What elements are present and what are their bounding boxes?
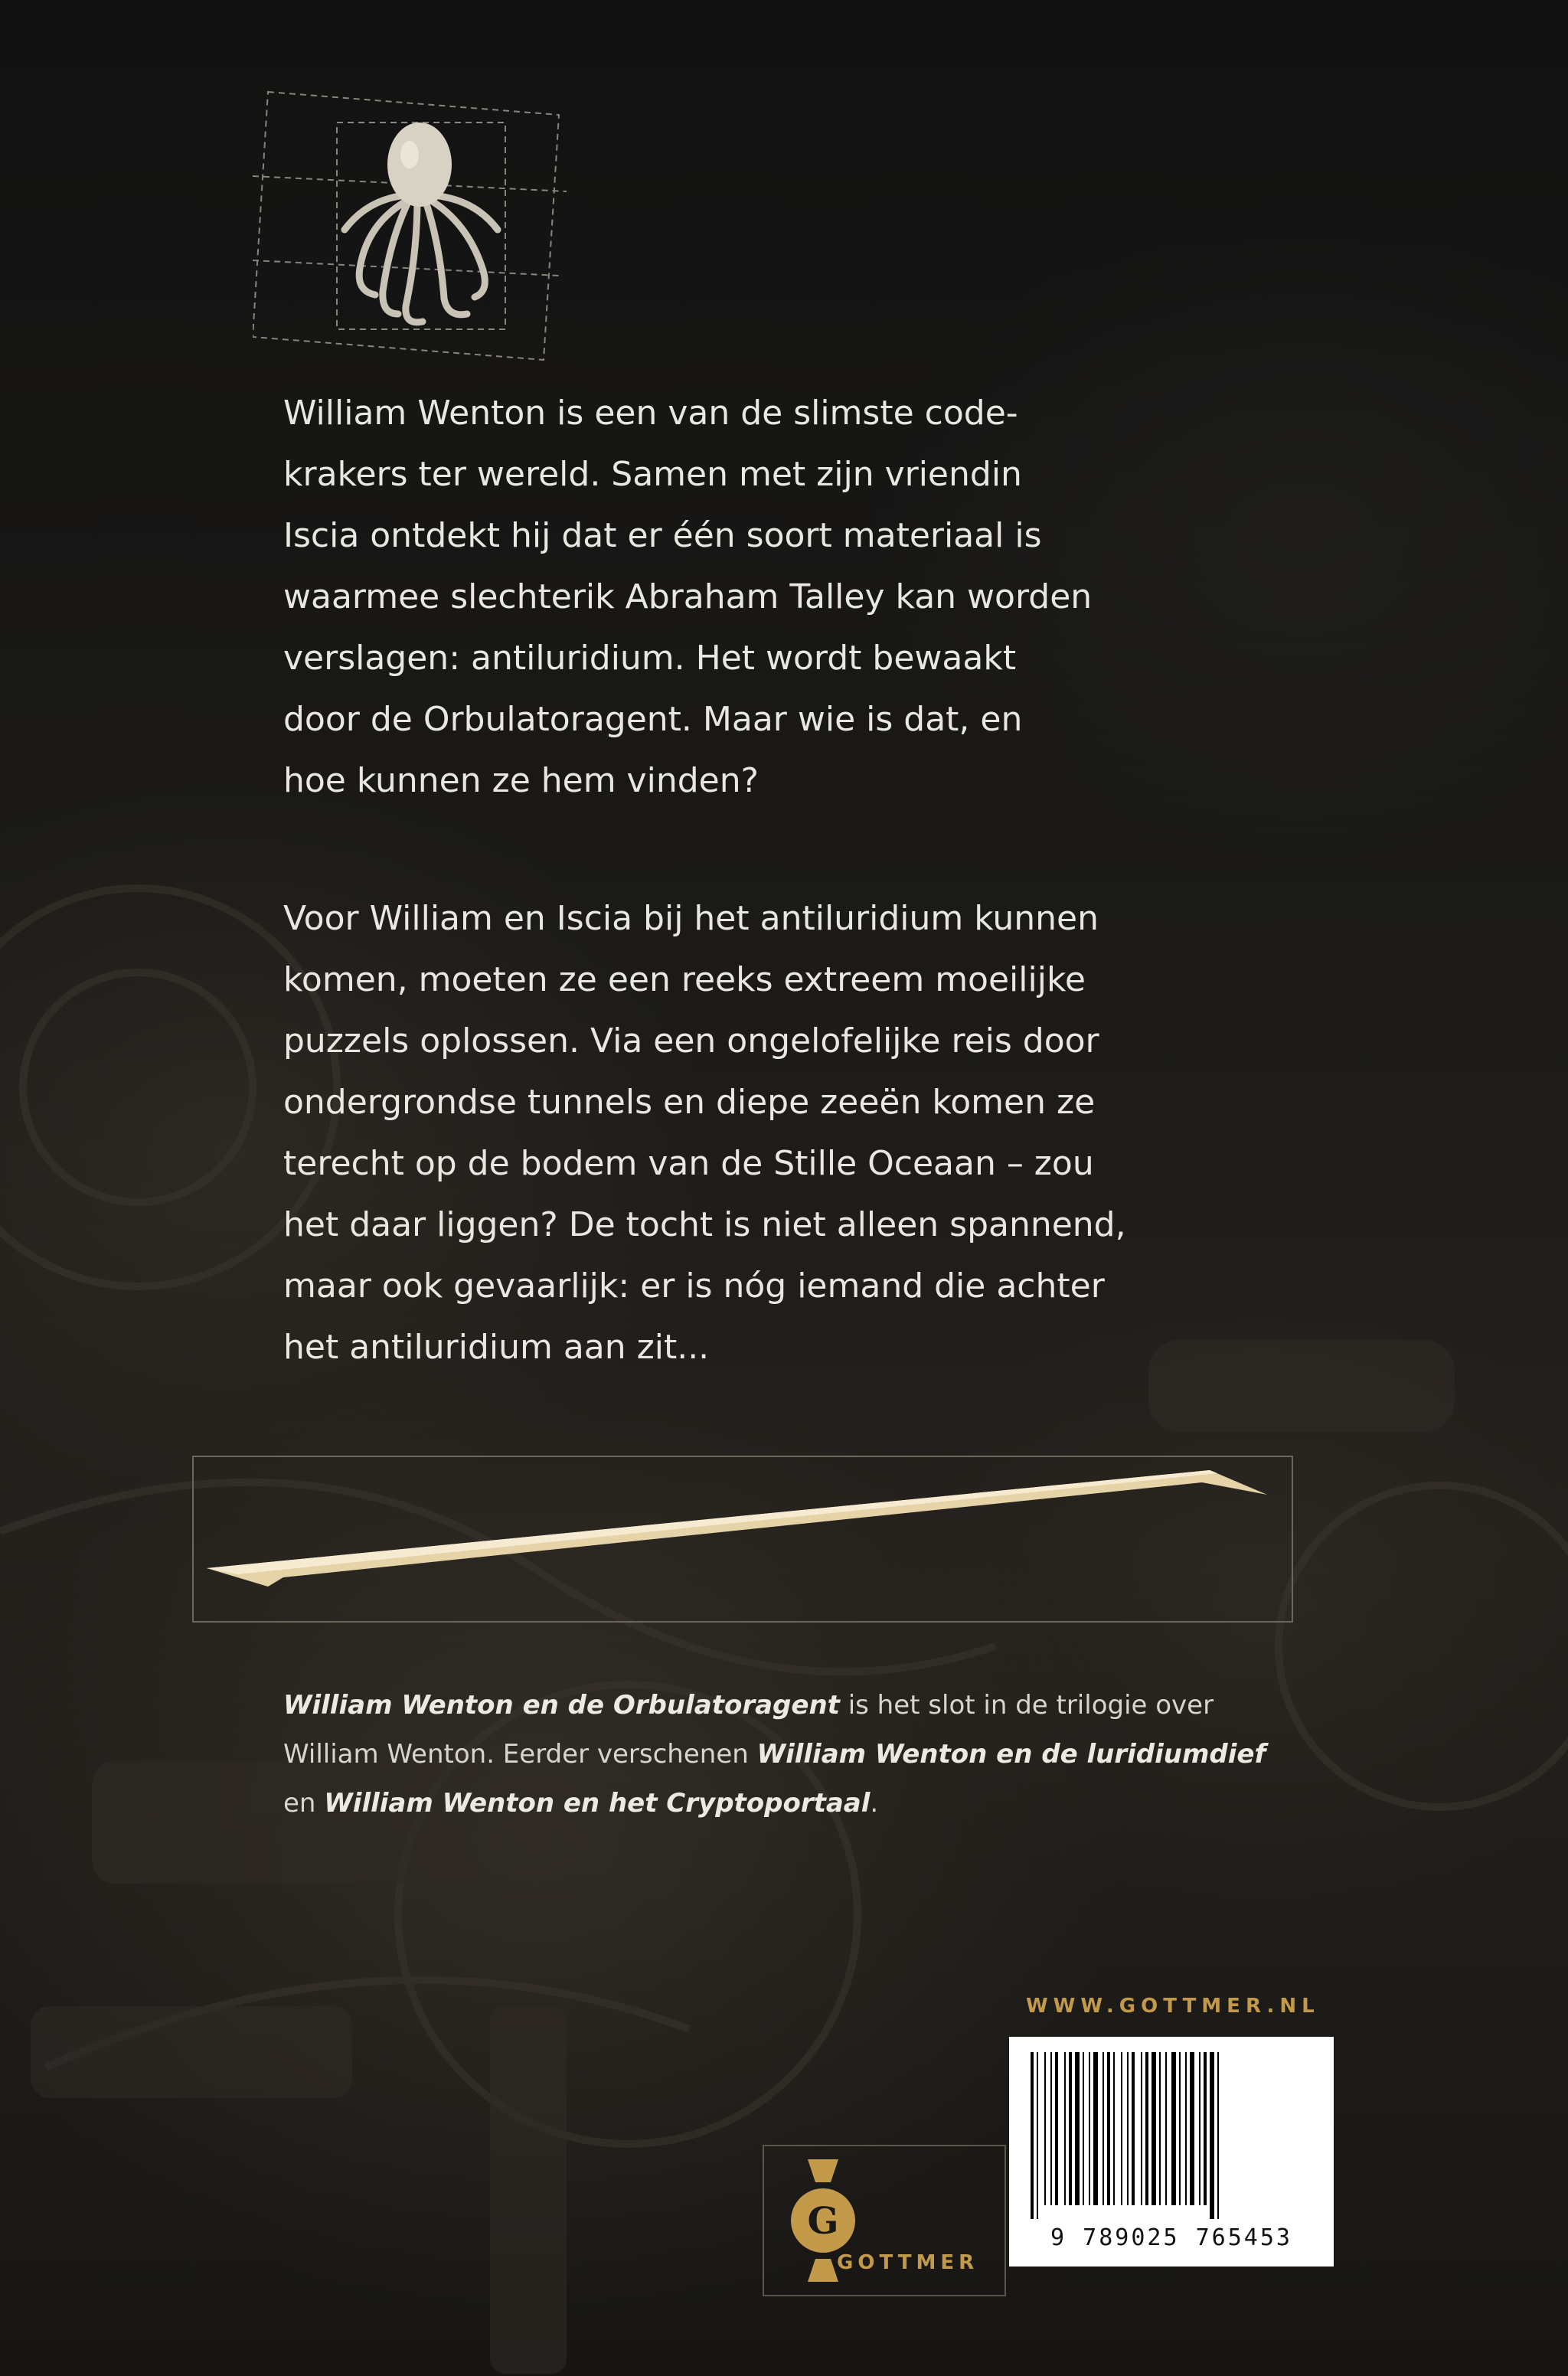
barcode-bar xyxy=(1075,2052,1080,2205)
barcode-bar xyxy=(1127,2052,1129,2205)
blurb-paragraph-1: William Wenton is een van de slimste code- krakers ter wereld. Samen met zijn vriendin Iscia ontdekt hij dat er één soort materiaal is waarmee slechterik Abraham Talley kan worden verslagen: antiluridium. Het wordt bewaakt door de Orbulatoragent. Maar wie is dat, en hoe kunnen ze hem vinden? xyxy=(283,394,1093,800)
blurb-paragraph-2: Voor William en Iscia bij het antiluridium kunnen komen, moeten ze een reeks extreem moeilijke puzzels oplossen. Via een ongelofelijke reis door ondergrondse tunnels en diepe zeeën komen ze terecht op de bodem van de Stille Oceaan – zou het daar liggen? De tocht is niet alleen spannend, maar ook gevaarlijk: er is nóg iemand die achter het antiluridium aan zit... xyxy=(283,899,1126,1367)
sword-ornament xyxy=(191,1455,1294,1623)
barcode-bar xyxy=(1204,2052,1207,2205)
publisher-website: WWW.GOTTMER.NL xyxy=(1026,1995,1320,2018)
barcode-bar xyxy=(1141,2052,1142,2205)
barcode-bar xyxy=(1093,2052,1098,2205)
trilogy-text-3: . xyxy=(870,1788,879,1819)
trilogy-title-3: William Wenton en het Cryptoportaal xyxy=(324,1788,871,1819)
barcode-bar xyxy=(1083,2052,1084,2205)
isbn-barcode xyxy=(1009,2037,1334,2267)
trilogy-text-1: is het slot in de trilogie over William Wenton. Eerder verschenen xyxy=(283,1690,1214,1770)
barcode-bar xyxy=(1179,2052,1181,2205)
barcode-bar xyxy=(1113,2052,1115,2205)
barcode-bar xyxy=(1102,2052,1104,2205)
barcode-bar xyxy=(1044,2052,1046,2205)
barcode-bar xyxy=(1055,2052,1058,2205)
barcode-bar xyxy=(1132,2052,1135,2205)
logo-letter: G xyxy=(807,2200,839,2243)
trilogy-text-2: en xyxy=(283,1788,325,1819)
trilogy-title-2: William Wenton en de luridiumdief xyxy=(756,1739,1266,1770)
barcode-bar xyxy=(1165,2052,1167,2205)
octopus-illustration xyxy=(253,84,574,368)
barcode-bar xyxy=(1152,2052,1156,2205)
barcode-bar xyxy=(1210,2052,1214,2219)
barcode-bar xyxy=(1037,2052,1038,2219)
trilogy-note xyxy=(283,1681,1279,1828)
barcode-bar xyxy=(1064,2052,1066,2205)
publisher-logo xyxy=(762,2144,1007,2297)
barcode-bar xyxy=(1050,2052,1052,2205)
barcode-bar xyxy=(1185,2052,1187,2205)
isbn-number: 9 789025 765453 xyxy=(1050,2224,1292,2251)
barcode-bar xyxy=(1121,2052,1122,2205)
barcode-bar xyxy=(1069,2052,1072,2205)
barcode-bars xyxy=(1031,2052,1312,2219)
trilogy-title-1: William Wenton en de Orbulatoragent xyxy=(283,1690,840,1721)
barcode-bar xyxy=(1190,2052,1194,2205)
barcode-bar xyxy=(1199,2052,1200,2205)
barcode-bar xyxy=(1145,2052,1148,2205)
gottmer-hourglass-logo xyxy=(762,2144,1007,2297)
barcode-bar xyxy=(1031,2052,1034,2219)
barcode-bar xyxy=(1107,2052,1110,2205)
barcode-bar xyxy=(1217,2052,1219,2219)
barcode-bar xyxy=(1159,2052,1161,2205)
barcode-bar xyxy=(1171,2052,1176,2205)
publisher-name: GOTTMER xyxy=(837,2251,979,2274)
barcode-bar xyxy=(1089,2052,1090,2205)
